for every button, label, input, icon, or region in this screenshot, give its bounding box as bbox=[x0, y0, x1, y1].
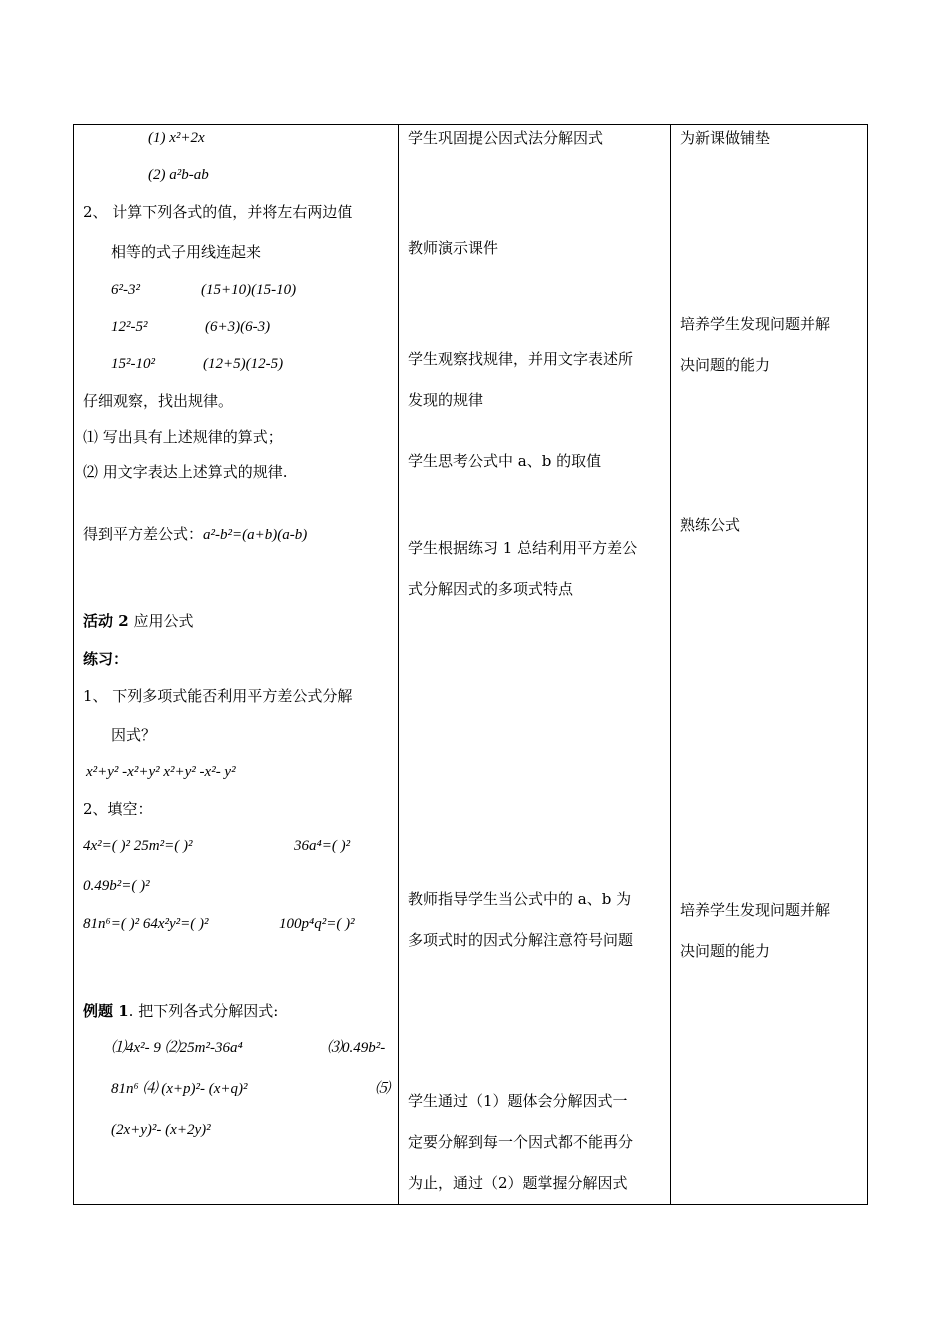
activity-text: 教师演示课件 bbox=[408, 239, 499, 257]
fill-blank-row: 4x²=( )² 25m²=( )² bbox=[83, 838, 193, 854]
example-items: 81n⁶ ⑷ (x+p)²- (x+q)² bbox=[111, 1081, 248, 1097]
example-item-5-expr: (2x+y)²- (x+2y)² bbox=[111, 1122, 211, 1138]
activity-text: 学生观察找规律，并用文字表述所 bbox=[408, 350, 634, 368]
example-items: ⑴4x²- 9 ⑵25m²-36a⁴ bbox=[111, 1040, 243, 1056]
exercise-1-item-1: (1) x²+2x bbox=[148, 130, 205, 146]
fill-blank-item: 36a⁴=( )² bbox=[294, 838, 351, 854]
formula-label: 得到平方差公式： bbox=[83, 525, 204, 543]
exercise-1-item-2: (2) a²b-ab bbox=[148, 167, 209, 183]
intent-text: 为新课做铺垫 bbox=[680, 129, 771, 147]
example-item-3: ⑶0.49b²- bbox=[327, 1040, 386, 1056]
fill-blank-item: 0.49b²=( )² bbox=[83, 878, 150, 894]
activity-text: 学生思考公式中 a、b 的取值 bbox=[408, 452, 602, 470]
activity-title: 应用公式 bbox=[128, 612, 194, 630]
activity-text: 发现的规律 bbox=[408, 391, 484, 409]
fill-blank-row: 81n⁶=( )² 64x²y²=( )² bbox=[83, 916, 209, 932]
fill-blank-item: 100p⁴q²=( )² bbox=[279, 916, 355, 932]
formula-line bbox=[83, 524, 307, 545]
practice-1-text-cont: 因式？ bbox=[111, 726, 157, 744]
exercise-2-text-cont: 相等的式子用线连起来 bbox=[111, 243, 262, 261]
activity-text: 为止，通过（2）题掌握分解因式 bbox=[408, 1174, 628, 1192]
example-1-heading bbox=[83, 1001, 278, 1021]
activity-label: 活动 2 bbox=[83, 612, 129, 630]
expr-right: (6+3)(6-3) bbox=[205, 319, 271, 335]
observe-text: 仔细观察，找出规律。 bbox=[83, 392, 234, 410]
activity-text: 式分解因式的多项式特点 bbox=[408, 580, 574, 598]
activity-text: 教师指导学生当公式中的 a、b 为 bbox=[408, 890, 632, 908]
practice-heading: 练习： bbox=[83, 650, 129, 668]
example-label: 例题 1 bbox=[83, 1002, 129, 1020]
intent-text: 熟练公式 bbox=[680, 516, 741, 534]
exercise-2-text: 2、 计算下列各式的值，并将左右两边值 bbox=[83, 203, 353, 221]
example-item-5: ⑸ bbox=[375, 1081, 391, 1097]
activity-text: 定要分解到每一个因式都不能再分 bbox=[408, 1133, 634, 1151]
intent-text: 培养学生发现问题并解 bbox=[680, 901, 831, 919]
activity-text: 多项式时的因式分解注意符号问题 bbox=[408, 931, 634, 949]
expr-right: (15+10)(15-10) bbox=[201, 282, 297, 298]
activity-text: 学生根据练习 1 总结利用平方差公 bbox=[408, 539, 638, 557]
column-divider bbox=[398, 125, 399, 1204]
expr-left: 15²-10² bbox=[111, 356, 155, 372]
example-instruction: . 把下列各式分解因式: bbox=[128, 1002, 279, 1020]
practice-2-text: 2、填空： bbox=[83, 800, 153, 818]
difference-of-squares-formula: a²-b²=(a+b)(a-b) bbox=[203, 527, 308, 543]
task-2-text: ⑵ 用文字表达上述算式的规律. bbox=[83, 463, 288, 481]
intent-text: 决问题的能力 bbox=[680, 942, 771, 960]
activity-2-heading bbox=[83, 611, 193, 631]
expr-left: 12²-5² bbox=[111, 319, 148, 335]
practice-1-text: 1、 下列多项式能否利用平方差公式分解 bbox=[83, 687, 353, 705]
intent-text: 培养学生发现问题并解 bbox=[680, 315, 831, 333]
polynomial-list: x²+y² -x²+y² x²+y² -x²- y² bbox=[86, 764, 236, 780]
column-divider bbox=[670, 125, 671, 1204]
activity-text: 学生通过（1）题体会分解因式一 bbox=[408, 1092, 628, 1110]
task-1-text: ⑴ 写出具有上述规律的算式； bbox=[83, 428, 283, 446]
activity-text: 学生巩固提公因式法分解因式 bbox=[408, 129, 604, 147]
intent-text: 决问题的能力 bbox=[680, 356, 771, 374]
expr-right: (12+5)(12-5) bbox=[203, 356, 284, 372]
expr-left: 6²-3² bbox=[111, 282, 140, 298]
